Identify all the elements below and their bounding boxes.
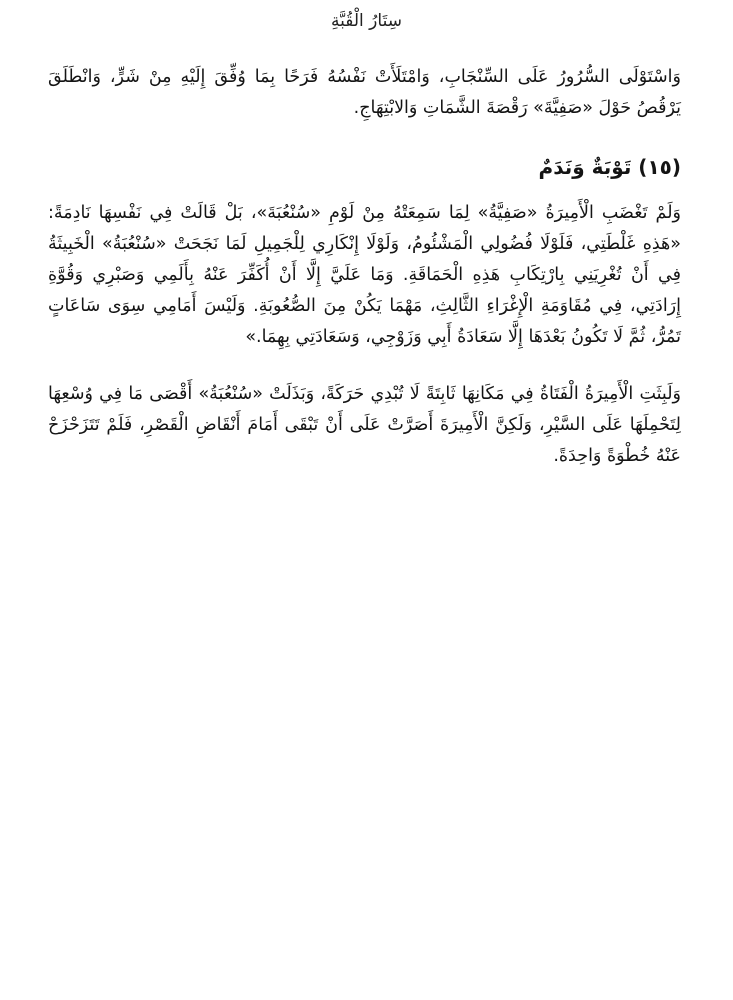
chapter-heading: (١٥) تَوْبَةٌ وَنَدَمٌ — [538, 155, 681, 179]
page-body — [48, 62, 681, 472]
paragraph-1: وَاسْتَوْلَى السُّرُورُ عَلَى السِّنْجَابِ، وَامْتَلَأَتْ نَفْسُهُ فَرَحًا بِمَا وُفِّقَ إِلَيْهِ مِنْ شَرٍّ، وَانْطَلَقَ يَرْقُصُ حَوْلَ «صَفِيَّةَ» رَقْصَةَ الشَّمَاتِ وَالابْتِهَاجِ. — [48, 67, 681, 118]
paragraph-3: وَلَبِثَتِ الْأَمِيرَةُ الْفَتَاةُ فِي مَكَانِهَا ثَابِتَةً لَا تُبْدِي حَرَكَةً، وَبَذَلَتْ «سُنْعُبَةُ» أَقْصَى مَا فِي وُسْعِهَا لِتَحْمِلَهَا عَلَى السَّيْرِ، وَلَكِنَّ الْأَمِيرَةَ أَصَرَّتْ عَلَى أَنْ تَبْقَى أَمَامَ أَنْقَاضِ الْقَصْرِ، فَلَمْ تَتَزَحْزَحْ عَنْهُ خُطْوَةً وَاحِدَةً. — [48, 384, 681, 466]
running-header-title: سِتَارُ الْقُبَّةِ — [331, 11, 402, 31]
paragraph-2: وَلَمْ تَغْضَبِ الْأَمِيرَةُ «صَفِيَّةُ» لِمَا سَمِعَتْهُ مِنْ لَوْمِ «سُنْعُبَةَ»، بَلْ قَالَتْ فِي نَفْسِهَا نَادِمَةً: «هَذِهِ غَلْطَتِي، فَلَوْلَا فُضُولِي الْمَشْئُومُ، وَلَوْلَا إِنْكَارِي لِلْجَمِيلِ لَمَا نَجَحَتْ «سُنْعُبَةُ» الْخَبِيثَةُ فِي أَنْ تُغْرِيَنِي بِارْتِكَابِ هَذِهِ الْحَمَاقَةِ. وَمَا عَلَيَّ إِلَّا أَنْ أُكَفِّرَ عَنْهُ بِأَلَمِي وَصَبْرِي وَقُوَّةِ إِرَادَتِي، فِي مُقَاوَمَةِ الْإِغْرَاءِ الثَّالِثِ، مَهْمَا يَكُنْ مِنَ الصُّعُوبَةِ. وَلَيْسَ أَمَامِي سِوَى سَاعَاتٍ تَمُرُّ، ثُمَّ لَا تَكُونُ بَعْدَهَا إِلَّا سَعَادَةُ أَبِي وَزَوْجِي، وَسَعَادَتِي بِهِمَا.» — [48, 203, 681, 347]
